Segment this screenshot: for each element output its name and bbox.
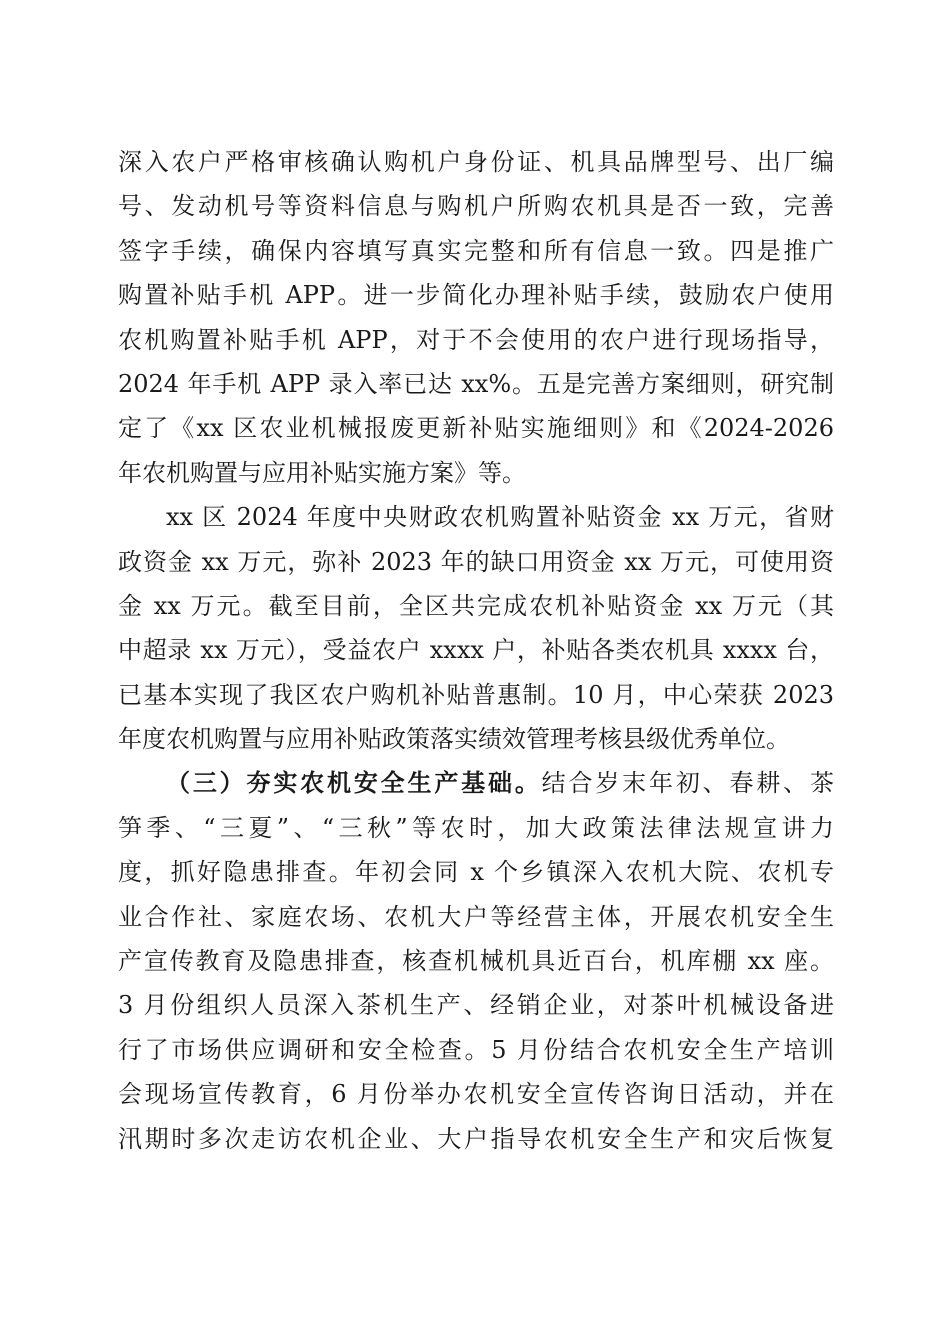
text-line <box>118 761 834 805</box>
text-line: 已基本实现了我区农户购机补贴普惠制。10 月，中心荣获 2023 <box>118 680 834 709</box>
text-line: 笋季、“三夏”、“三秋”等农时，加大政策法律法规宣讲力 <box>118 813 834 842</box>
section-heading: （三）夯实农机安全生产基础。 <box>166 768 542 798</box>
section-heading-rest: 结合岁末年初、春耕、茶 <box>541 769 834 798</box>
document-body <box>118 140 834 1161</box>
text-line: 年度农机购置与应用补贴政策落实绩效管理考核县级优秀单位。 <box>118 725 790 754</box>
text-line: 行了市场供应调研和安全检查。5 月份结合农机安全生产培训 <box>118 1035 834 1064</box>
text-line: 业合作社、家庭农场、农机大户等经营主体，开展农机安全生 <box>118 902 834 931</box>
text-line: 3 月份组织人员深入茶机生产、经销企业，对茶叶机械设备进 <box>118 991 834 1020</box>
text-line: 2024 年手机 APP 录入率已达 xx%。五是完善方案细则，研究制 <box>118 369 834 398</box>
text-line: xx 区 2024 年度中央财政农机购置补贴资金 xx 万元，省财 <box>166 503 834 532</box>
text-line: 会现场宣传教育，6 月份举办农机安全宣传咨询日活动，并在 <box>118 1080 834 1109</box>
text-line: 产宣传教育及隐患排查，核查机械机具近百台，机库棚 xx 座。 <box>118 947 834 976</box>
text-line: 号、发动机号等资料信息与购机户所购农机具是否一致，完善 <box>118 192 834 221</box>
text-line: 中超录 xx 万元），受益农户 xxxx 户，补贴各类农机具 xxxx 台， <box>118 636 834 665</box>
text-line: 深入农户严格审核确认购机户身份证、机具品牌型号、出厂编 <box>118 148 834 176</box>
text-line: 农机购置补贴手机 APP，对于不会使用的农户进行现场指导， <box>118 325 834 354</box>
text-line: 购置补贴手机 APP。进一步简化办理补贴手续，鼓励农户使用 <box>118 281 834 310</box>
paragraph-safety-production <box>118 761 834 1161</box>
text-line: 金 xx 万元。截至目前，全区共完成农机补贴资金 xx 万元（其 <box>118 591 834 620</box>
paragraph-subsidy-funds <box>118 495 834 761</box>
text-line: 定了《xx 区农业机械报废更新补贴实施细则》和《2024-2026 <box>118 414 834 443</box>
text-line: 签字手续，确保内容填写真实完整和所有信息一致。四是推广 <box>118 236 834 265</box>
text-line: 度，抓好隐患排查。年初会同 x 个乡镇深入农机大院、农机专 <box>118 858 834 887</box>
text-line: 汛期时多次走访农机企业、大户指导农机安全生产和灾后恢复 <box>118 1124 834 1153</box>
text-line: 政资金 xx 万元，弥补 2023 年的缺口用资金 xx 万元，可使用资 <box>118 547 834 576</box>
paragraph-subsidy-app <box>118 140 834 495</box>
text-line: 年农机购置与应用补贴实施方案》等。 <box>118 458 526 487</box>
